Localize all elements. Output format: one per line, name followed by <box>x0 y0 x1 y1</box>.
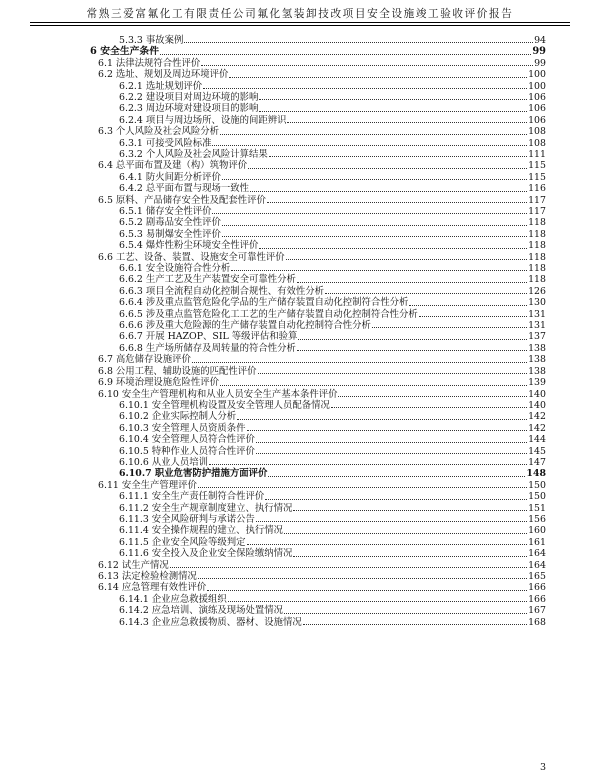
toc-dot-leader <box>303 624 527 625</box>
toc-entry-page: 165 <box>528 571 546 582</box>
toc-entry-title: 6.3.2 个人风险及社会风险计算结果 <box>119 148 268 160</box>
toc-entry-title: 6.6 工艺、设备、装置、设施安全可靠性评价 <box>98 251 285 263</box>
toc-dot-leader <box>419 316 527 317</box>
toc-entry-page: 100 <box>528 69 546 81</box>
toc-dot-leader <box>198 487 527 488</box>
toc-entry-page: 151 <box>528 502 546 514</box>
toc-dot-leader <box>256 521 527 522</box>
toc-entry-title: 6.14 应急管理有效性评价 <box>98 582 207 594</box>
toc-dot-leader <box>409 305 527 306</box>
report-header-title: 常熟三爱富氟化工有限责任公司氟化氢装卸技改项目安全设施竣工验收评价报告 <box>86 8 514 20</box>
toc-entry-page: 147 <box>528 456 546 468</box>
toc-dot-leader <box>212 145 527 146</box>
toc-entry-page: 118 <box>528 274 546 286</box>
toc-dot-leader <box>192 362 527 363</box>
toc-entry[interactable] <box>86 251 546 262</box>
toc-entry-page: 150 <box>528 479 546 491</box>
toc-entry-page: 118 <box>528 240 546 252</box>
toc-dot-leader <box>237 419 527 420</box>
toc-entry-page: 166 <box>528 593 546 605</box>
toc-entry[interactable] <box>86 502 546 513</box>
toc-entry-title: 6.2 选址、规划及周边环境评价 <box>98 69 229 81</box>
toc-entry-page: 168 <box>528 616 546 628</box>
toc-dot-leader <box>268 476 525 477</box>
toc-dot-leader <box>222 236 527 237</box>
toc-entry-title: 6.11.5 企业安全风险等级判定 <box>119 536 246 548</box>
toc-entry-title: 6.11.2 安全生产规章制度建立、执行情况 <box>119 502 293 514</box>
toc-dot-leader <box>284 533 527 534</box>
toc-entry[interactable] <box>86 183 546 194</box>
toc-entry[interactable] <box>86 160 546 171</box>
toc-entry-page: 100 <box>528 80 546 92</box>
toc-entry[interactable] <box>86 422 546 433</box>
toc-entry[interactable] <box>86 616 546 627</box>
toc-dot-leader <box>372 327 527 328</box>
toc-entry-page: 138 <box>528 365 546 377</box>
toc-entry-title: 6.14.3 企业应急救援物质、器材、设施情况 <box>119 616 302 628</box>
toc-entry-title: 6.11 安全生产管理评价 <box>98 479 197 491</box>
toc-entry-title: 6.10.1 安全管理机构设置及安全管理人员配备情况 <box>119 399 330 411</box>
toc-entry-title: 6.5.2 剧毒品安全性评价 <box>119 217 221 229</box>
toc-entry-page: 139 <box>528 377 546 389</box>
toc-entry[interactable] <box>86 114 546 125</box>
toc-entry-page: 138 <box>528 354 546 366</box>
toc-entry-page: 118 <box>528 228 546 240</box>
toc-entry-page: 145 <box>528 445 546 457</box>
toc-entry[interactable] <box>86 217 546 228</box>
toc-entry-page: 106 <box>528 114 546 126</box>
toc-dot-leader <box>170 567 527 568</box>
toc-entry-title: 6.5.3 易制爆安全性评价 <box>119 228 221 240</box>
toc-entry[interactable] <box>86 103 546 114</box>
toc-entry[interactable] <box>86 171 546 182</box>
toc-entry-title: 6.11.3 安全风险研判与承诺公告 <box>119 513 255 525</box>
toc-entry-page: 150 <box>528 491 546 503</box>
toc-entry[interactable] <box>86 331 546 342</box>
toc-entry-title: 5.3.3 事故案例 <box>119 34 184 46</box>
toc-entry-page: 117 <box>528 206 546 217</box>
header-rule-thin <box>30 25 570 26</box>
toc-dot-leader <box>293 510 527 511</box>
toc-entry-title: 6.5.4 爆炸性粉尘环境安全性评价 <box>119 240 259 252</box>
toc-entry-page: 115 <box>528 171 546 183</box>
toc-entry[interactable] <box>86 240 546 251</box>
toc-entry-title: 6.1 法律法规符合性评价 <box>98 57 201 69</box>
toc-dot-leader <box>209 464 527 465</box>
toc-dot-leader <box>265 499 527 500</box>
toc-entry-title: 6.13 法定检验检测情况 <box>98 571 197 582</box>
toc-dot-leader <box>286 259 527 260</box>
toc-entry-title: 6.11.6 安全投入及企业安全保险缴纳情况 <box>119 548 293 560</box>
toc-entry-page: 116 <box>528 183 546 195</box>
toc-entry-title: 6.2.1 选址规划评价 <box>119 80 203 92</box>
toc-entry[interactable] <box>86 126 546 137</box>
toc-entry-page: 118 <box>528 251 546 263</box>
toc-entry-title: 6.6.8 生产场所储存及周转量的符合性分析 <box>119 342 296 354</box>
toc-dot-leader <box>287 122 527 123</box>
toc-entry[interactable] <box>86 411 546 422</box>
toc-entry-title: 6.3 个人风险及社会风险分析 <box>98 126 220 138</box>
toc-entry[interactable] <box>86 342 546 353</box>
toc-entry-page: 99 <box>532 46 546 58</box>
toc-dot-leader <box>297 282 527 283</box>
toc-entry-page: 126 <box>528 285 546 297</box>
toc-dot-leader <box>293 556 527 557</box>
toc-entry-title: 6.4.1 防火间距分析评价 <box>119 171 221 183</box>
toc-entry-title: 6.9 环境治理设施危险性评价 <box>98 377 220 389</box>
toc-entry-page: 148 <box>526 468 546 480</box>
toc-entry-page: 130 <box>528 297 546 309</box>
toc-dot-leader <box>222 225 527 226</box>
toc-dot-leader <box>222 179 527 180</box>
toc-entry[interactable] <box>86 35 546 46</box>
toc-entry[interactable] <box>86 80 546 91</box>
toc-entry[interactable] <box>86 92 546 103</box>
toc-entry-title: 6.7 高危储存设施评价 <box>98 354 191 366</box>
toc-entry-page: 131 <box>528 308 546 320</box>
toc-entry-page: 138 <box>528 342 546 354</box>
toc-entry-title: 6.6.1 安全设施符合性分析 <box>119 263 231 275</box>
toc-dot-leader <box>267 202 527 203</box>
toc-dot-leader <box>247 544 528 545</box>
toc-dot-leader <box>184 42 533 43</box>
toc-entry-page: 160 <box>528 525 546 537</box>
toc-dot-leader <box>338 396 527 397</box>
toc-entry[interactable] <box>86 365 546 376</box>
toc-entry[interactable] <box>86 377 546 388</box>
toc-dot-leader <box>201 65 533 66</box>
toc-entry-title: 6.6.3 项目全流程自动化控制合规性、有效性分析 <box>119 285 324 297</box>
toc-dot-leader <box>248 168 527 169</box>
toc-dot-leader <box>247 430 528 431</box>
toc-entry-title: 6.2.2 建设项目对周边环境的影响 <box>119 91 259 103</box>
toc-entry-title: 6.11.4 安全操作规程的建立、执行情况 <box>119 525 284 537</box>
toc-dot-leader <box>229 77 527 78</box>
toc-entry[interactable] <box>86 263 546 274</box>
toc-entry-page: 106 <box>528 103 546 115</box>
toc-entry-page: 94 <box>534 34 546 46</box>
toc-entry-title: 6.10.6 从业人员培训 <box>119 456 209 468</box>
toc-entry[interactable] <box>86 297 546 308</box>
toc-dot-leader <box>220 134 527 135</box>
toc-entry[interactable] <box>86 525 546 536</box>
toc-entry-title: 6.5 原料、产品储存安全性及配套性评价 <box>98 194 266 206</box>
toc-dot-leader <box>212 213 527 214</box>
toc-entry-title: 6.12 试生产情况 <box>98 559 169 571</box>
toc-entry[interactable] <box>86 228 546 239</box>
toc-entry-title: 6.10.3 安全管理人员资质条件 <box>119 422 246 434</box>
toc-dot-leader <box>259 111 527 112</box>
toc-dot-leader <box>220 385 527 386</box>
toc-entry-page: 115 <box>528 160 546 172</box>
toc-entry-page: 166 <box>528 582 546 594</box>
toc-entry[interactable] <box>86 582 546 593</box>
toc-entry-page: 99 <box>534 57 546 69</box>
toc-entry[interactable] <box>86 605 546 616</box>
toc-entry-page: 140 <box>528 399 546 411</box>
toc-entry[interactable] <box>86 593 546 604</box>
toc-entry-title: 6.10.4 安全管理人员符合性评价 <box>119 434 255 446</box>
toc-entry-title: 6 安全生产条件 <box>90 46 160 58</box>
toc-entry[interactable] <box>86 445 546 456</box>
toc-entry[interactable] <box>86 149 546 160</box>
toc-entry[interactable] <box>86 274 546 285</box>
toc-entry-page: 164 <box>528 548 546 560</box>
toc-entry-page: 118 <box>528 217 546 229</box>
toc-dot-leader <box>256 453 527 454</box>
toc-entry-page: 164 <box>528 559 546 571</box>
toc-entry[interactable] <box>86 434 546 445</box>
toc-entry-page: 108 <box>528 126 546 138</box>
table-of-contents <box>86 35 546 628</box>
toc-entry-title: 6.2.3 周边环境对建设项目的影响 <box>119 103 259 115</box>
toc-entry-title: 6.6.4 涉及重点监管危险化学品的生产储存装置自动化控制符合性分析 <box>119 297 409 309</box>
toc-entry-title: 6.6.7 开展 HAZOP、SIL 等级评估和验算 <box>119 331 298 343</box>
toc-entry-title: 6.6.5 涉及重点监管危险化工工艺的生产储存装置自动化控制符合性分析 <box>119 308 418 320</box>
toc-entry[interactable] <box>86 69 546 80</box>
toc-entry[interactable] <box>86 571 546 582</box>
toc-entry[interactable] <box>86 46 546 57</box>
toc-entry-title: 6.14.2 应急培训、演练及现场处置情况 <box>119 605 284 617</box>
toc-dot-leader <box>284 613 527 614</box>
toc-entry-title: 6.11.1 安全生产责任制符合性评价 <box>119 491 265 503</box>
toc-entry[interactable] <box>86 536 546 547</box>
toc-entry-page: 118 <box>528 263 546 275</box>
toc-entry-title: 6.2.4 项目与周边场所、设施的间距辨识 <box>119 114 287 126</box>
toc-entry-page: 131 <box>528 320 546 332</box>
toc-entry-title: 6.14.1 企业应急救援组织 <box>119 593 227 605</box>
toc-dot-leader <box>160 54 531 55</box>
toc-entry[interactable] <box>86 559 546 570</box>
toc-entry-title: 6.6.2 生产工艺及生产装置安全可靠性分析 <box>119 274 296 286</box>
toc-dot-leader <box>325 293 527 294</box>
toc-dot-leader <box>250 191 527 192</box>
toc-entry[interactable] <box>86 400 546 411</box>
toc-dot-leader <box>256 442 527 443</box>
toc-entry[interactable] <box>86 354 546 365</box>
toc-entry[interactable] <box>86 308 546 319</box>
toc-entry[interactable] <box>86 491 546 502</box>
toc-entry[interactable] <box>86 320 546 331</box>
toc-entry-title: 6.4 总平面布置及建（构）筑物评价 <box>98 160 248 172</box>
toc-entry-page: 117 <box>528 194 546 206</box>
toc-entry-page: 167 <box>528 605 546 617</box>
toc-dot-leader <box>203 88 527 89</box>
toc-entry-page: 137 <box>528 331 546 343</box>
toc-entry-title: 6.5.1 储存安全性评价 <box>119 206 212 217</box>
header-rule <box>30 22 570 23</box>
toc-entry-page: 111 <box>528 148 546 160</box>
toc-dot-leader <box>298 339 527 340</box>
toc-entry-title: 6.10 安全生产管理机构和从业人员安全生产基本条件评价 <box>98 388 338 400</box>
toc-entry[interactable] <box>86 57 546 68</box>
toc-entry-title: 6.10.5 特种作业人员符合性评价 <box>119 445 255 457</box>
toc-entry-title: 6.10.2 企业实际控制人分析 <box>119 411 237 423</box>
toc-entry-title: 6.4.2 总平面布置与现场一致性 <box>119 183 249 195</box>
toc-entry-page: 106 <box>528 91 546 103</box>
toc-entry-page: 142 <box>528 411 546 423</box>
toc-entry[interactable] <box>86 285 546 296</box>
toc-dot-leader <box>331 407 527 408</box>
toc-dot-leader <box>198 578 527 579</box>
toc-entry[interactable] <box>86 468 546 479</box>
toc-entry[interactable] <box>86 206 546 217</box>
page-number: 3 <box>539 762 546 773</box>
toc-entry-title: 6.10.7 职业危害防护措施方面评价 <box>119 468 268 480</box>
toc-entry[interactable] <box>86 479 546 490</box>
toc-dot-leader <box>258 373 528 374</box>
toc-entry-title: 6.6.6 涉及重大危险源的生产储存装置自动化控制符合性分析 <box>119 320 371 332</box>
toc-dot-leader <box>269 156 527 157</box>
toc-entry-title: 6.3.1 可接受风险标准 <box>119 137 212 149</box>
toc-entry[interactable] <box>86 548 546 559</box>
toc-entry-page: 140 <box>528 388 546 400</box>
toc-entry-title: 6.8 公用工程、辅助设施的匹配性评价 <box>98 365 257 377</box>
toc-dot-leader <box>259 248 527 249</box>
toc-entry-page: 108 <box>528 137 546 149</box>
toc-dot-leader <box>259 99 527 100</box>
toc-entry[interactable] <box>86 457 546 468</box>
toc-entry[interactable] <box>86 514 546 525</box>
toc-entry[interactable] <box>86 388 546 399</box>
toc-entry[interactable] <box>86 194 546 205</box>
toc-dot-leader <box>207 590 527 591</box>
toc-dot-leader <box>297 350 527 351</box>
toc-entry-page: 161 <box>528 536 546 548</box>
toc-entry-page: 144 <box>528 434 546 446</box>
toc-dot-leader <box>231 270 527 271</box>
toc-entry-page: 156 <box>528 513 546 525</box>
toc-entry[interactable] <box>86 137 546 148</box>
toc-entry-page: 142 <box>528 422 546 434</box>
toc-dot-leader <box>228 601 527 602</box>
